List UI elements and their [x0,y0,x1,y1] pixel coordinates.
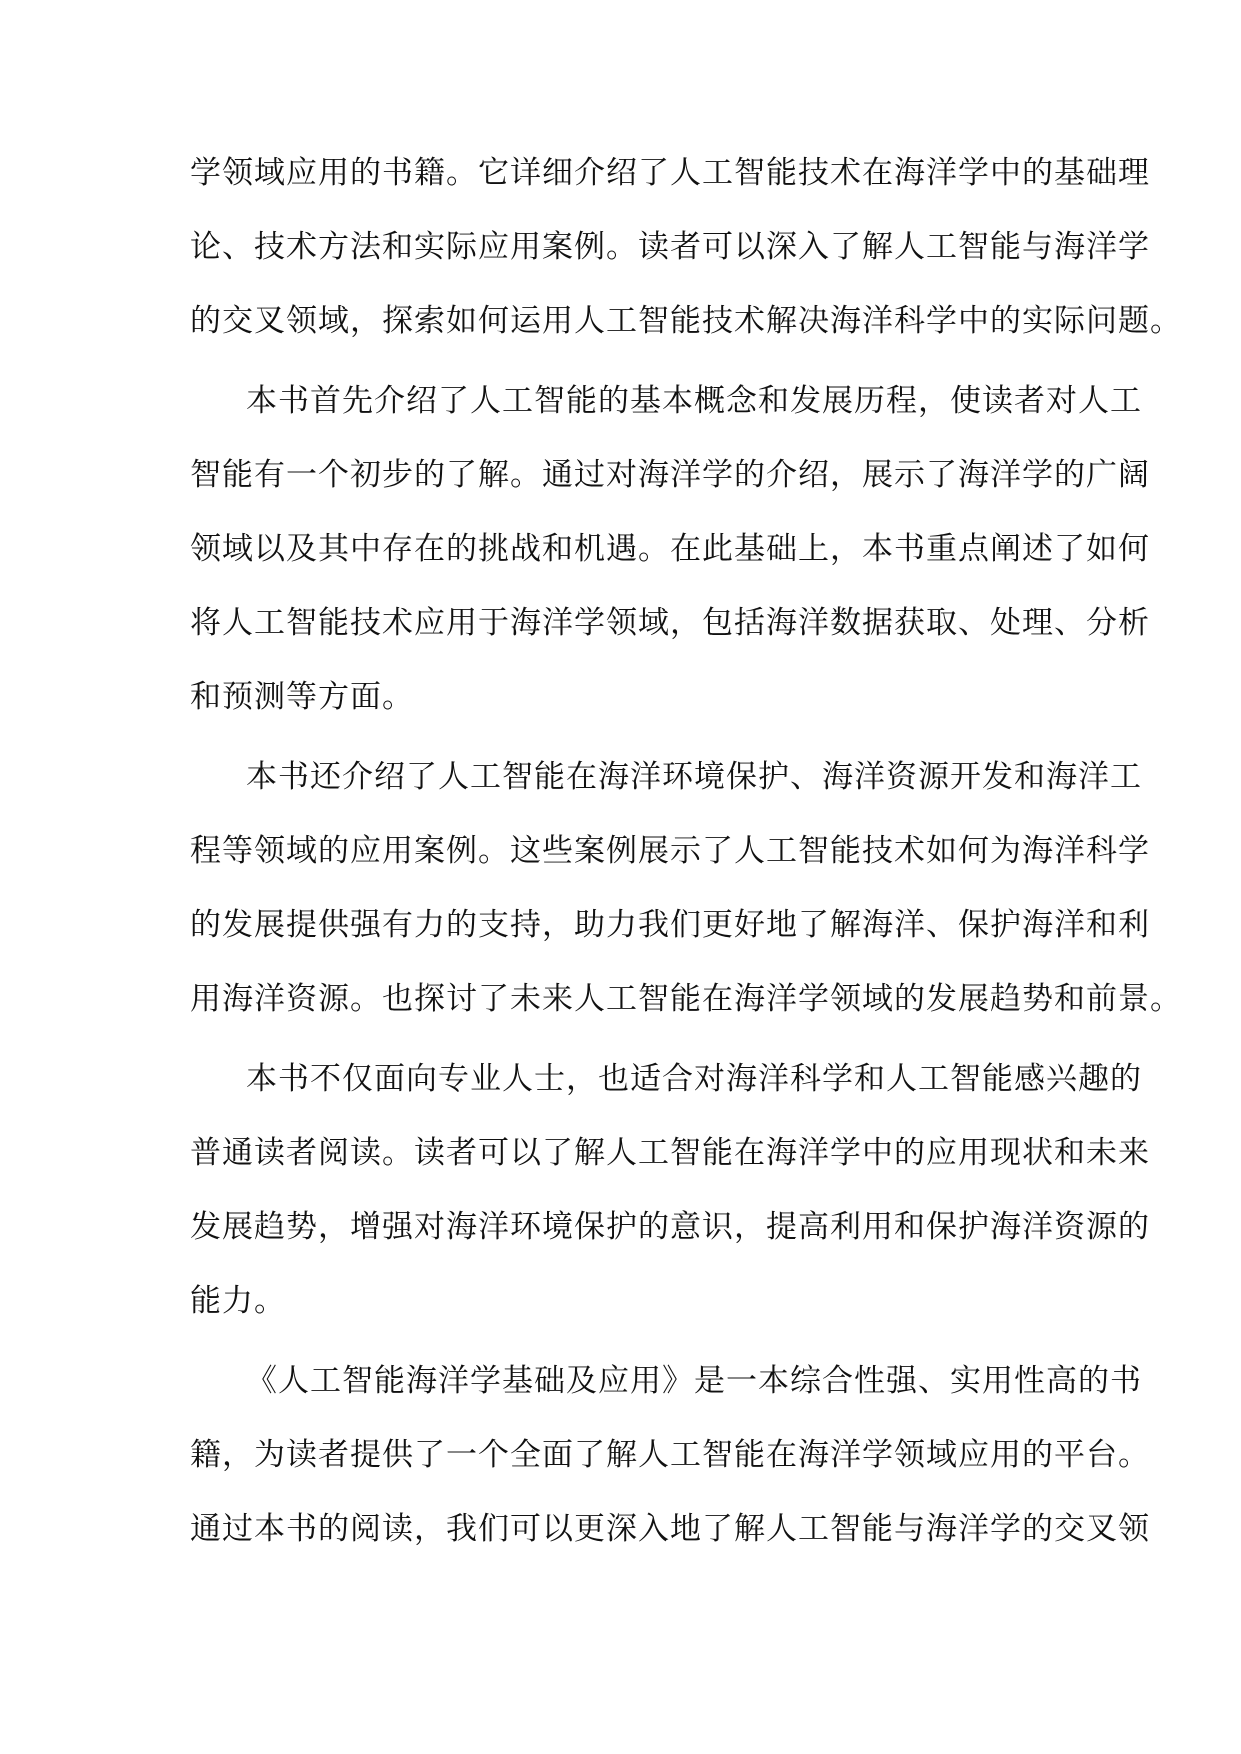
text-line: 程等领域的应用案例。这些案例展示了人工智能技术如何为海洋科学 [190,833,1150,869]
text-line: 发展趋势，增强对海洋环境保护的意识，提高利用和保护海洋资源的 [190,1209,1150,1245]
paragraph-first-line: 本书还介绍了人工智能在海洋环境保护、海洋资源开发和海洋工 [246,759,1142,795]
text-line: 普通读者阅读。读者可以了解人工智能在海洋学中的应用现状和未来 [190,1135,1150,1171]
text-line: 论、技术方法和实际应用案例。读者可以深入了解人工智能与海洋学 [190,229,1150,265]
text-line: 学领域应用的书籍。它详细介绍了人工智能技术在海洋学中的基础理 [190,155,1150,191]
text-line: 和预测等方面。 [190,679,414,715]
text-line: 籍，为读者提供了一个全面了解人工智能在海洋学领域应用的平台。 [190,1437,1150,1473]
paragraph-first-line: 《人工智能海洋学基础及应用》是一本综合性强、实用性高的书 [246,1363,1142,1399]
text-line: 的发展提供强有力的支持，助力我们更好地了解海洋、保护海洋和利 [190,907,1150,943]
text-line: 通过本书的阅读，我们可以更深入地了解人工智能与海洋学的交叉领 [190,1511,1150,1547]
text-line: 领域以及其中存在的挑战和机遇。在此基础上，本书重点阐述了如何 [190,531,1150,567]
text-line: 用海洋资源。也探讨了未来人工智能在海洋学领域的发展趋势和前景。 [190,981,1182,1017]
text-line: 智能有一个初步的了解。通过对海洋学的介绍，展示了海洋学的广阔 [190,457,1150,493]
text-line: 能力。 [190,1283,286,1319]
paragraph-first-line: 本书首先介绍了人工智能的基本概念和发展历程，使读者对人工 [246,383,1142,419]
text-line: 的交叉领域，探索如何运用人工智能技术解决海洋科学中的实际问题。 [190,303,1182,339]
paragraph-first-line: 本书不仅面向专业人士，也适合对海洋科学和人工智能感兴趣的 [246,1061,1142,1097]
text-line: 将人工智能技术应用于海洋学领域，包括海洋数据获取、处理、分析 [190,605,1150,641]
